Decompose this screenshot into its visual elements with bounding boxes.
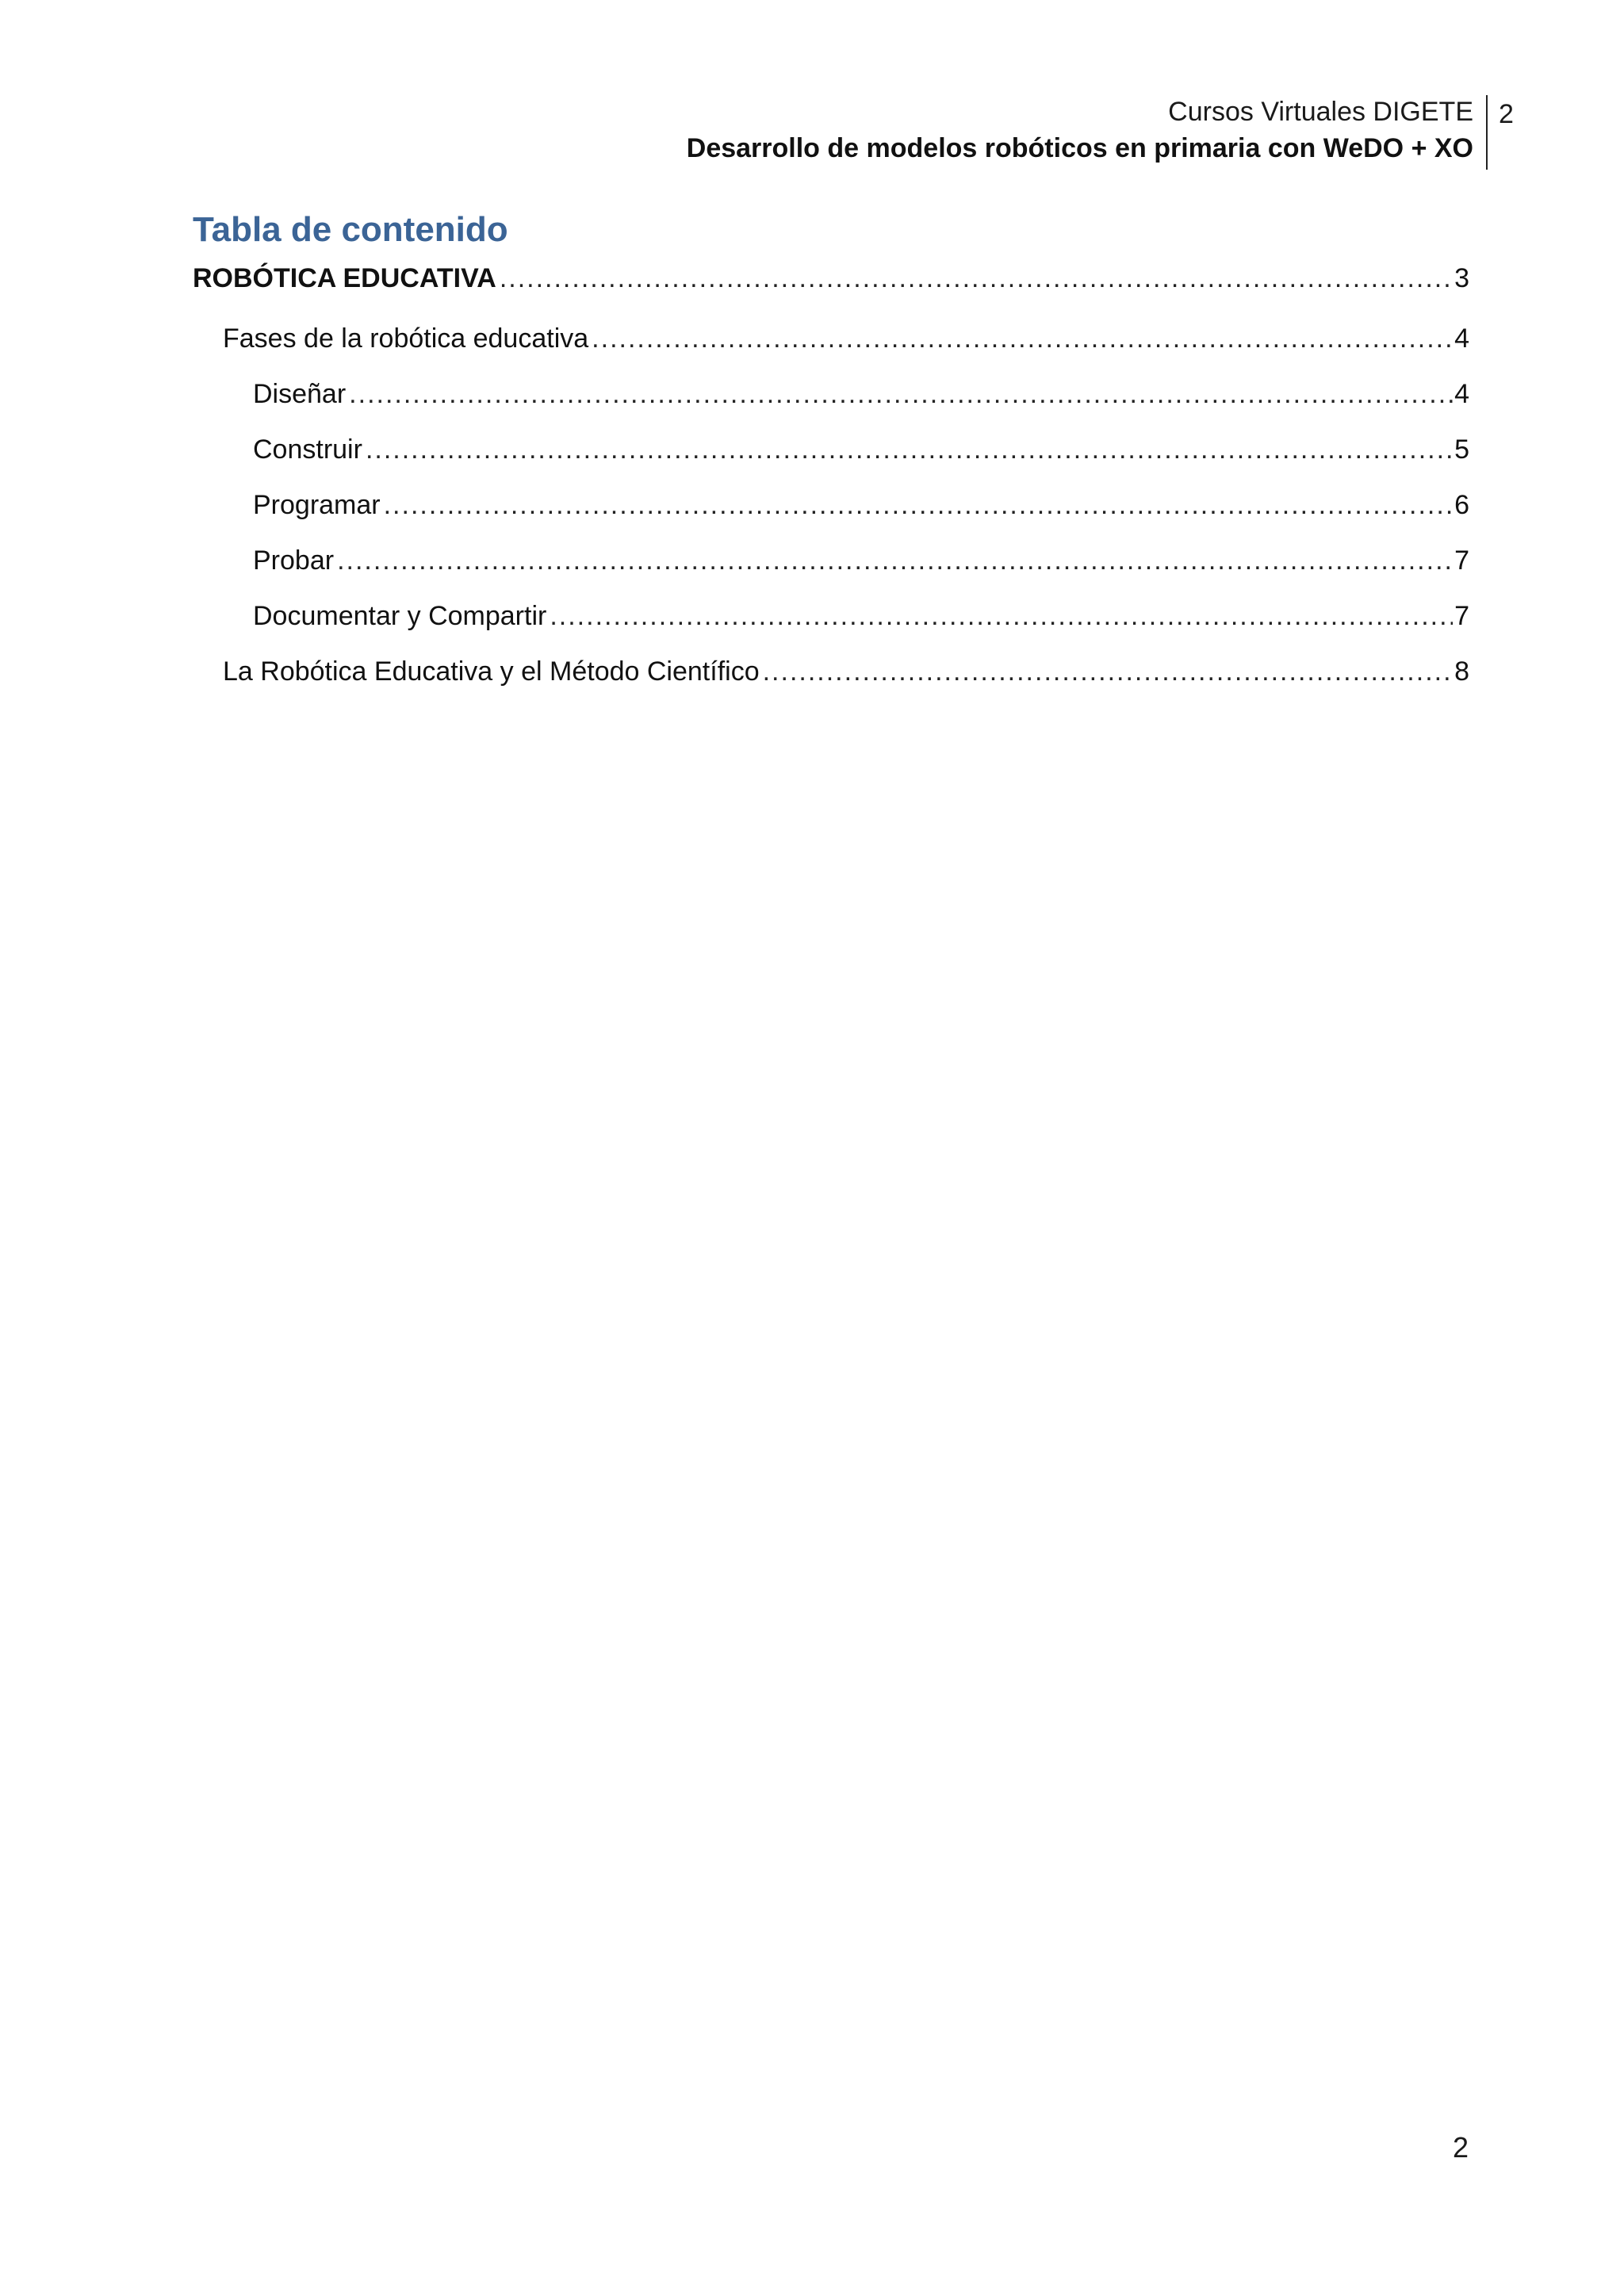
- toc-entry-probar[interactable]: [193, 533, 1469, 588]
- toc-entry-label: Probar: [253, 545, 335, 576]
- toc-leader-dots: [592, 311, 1453, 366]
- toc-entry-page: 8: [1454, 656, 1469, 687]
- toc-leader-dots: [337, 533, 1453, 588]
- toc-entry-programar[interactable]: [193, 477, 1469, 533]
- toc-entry-label: Diseñar: [253, 379, 347, 409]
- toc-entry-label: Documentar y Compartir: [253, 601, 547, 631]
- page-header: [0, 94, 1473, 166]
- toc-entry-disenar[interactable]: [193, 366, 1469, 422]
- header-document-title: Desarrollo de modelos robóticos en primaria con WeDO + XO: [686, 133, 1473, 163]
- toc-entry-label: Construir: [253, 434, 362, 465]
- toc-leader-dots: [349, 366, 1453, 422]
- toc-entry-page: 5: [1454, 434, 1469, 465]
- header-course-name: Cursos Virtuales DIGETE: [1168, 97, 1473, 127]
- toc-leader-dots: [384, 477, 1453, 533]
- header-divider: [1486, 95, 1488, 170]
- toc-entry-page: 7: [1454, 545, 1469, 576]
- toc-entry-page: 7: [1454, 601, 1469, 631]
- toc-list: [193, 257, 1469, 699]
- toc-entry-label: Programar: [253, 490, 381, 520]
- toc-entry-page: 6: [1454, 490, 1469, 520]
- toc-leader-dots: [550, 588, 1453, 644]
- toc-entry-label: ROBÓTICA EDUCATIVA: [193, 263, 496, 293]
- header-page-number: 2: [1499, 99, 1514, 129]
- table-of-contents: [193, 208, 1469, 699]
- toc-leader-dots: [763, 644, 1453, 699]
- toc-entry-page: 3: [1454, 263, 1469, 293]
- toc-entry-construir[interactable]: [193, 422, 1469, 477]
- toc-leader-dots: [366, 422, 1453, 477]
- toc-entry-label: La Robótica Educativa y el Método Científico: [223, 656, 760, 687]
- toc-entry-page: 4: [1454, 379, 1469, 409]
- toc-entry-fases[interactable]: [193, 311, 1469, 366]
- toc-entry-label: Fases de la robótica educativa: [223, 323, 589, 354]
- toc-entry-metodo-cientifico[interactable]: [193, 644, 1469, 699]
- toc-entry-robotica-educativa[interactable]: [193, 257, 1469, 311]
- toc-entry-page: 4: [1454, 323, 1469, 354]
- footer-page-number: 2: [1453, 2131, 1469, 2164]
- toc-title: Tabla de contenido: [193, 210, 508, 249]
- toc-leader-dots: [500, 257, 1453, 300]
- toc-entry-documentar[interactable]: [193, 588, 1469, 644]
